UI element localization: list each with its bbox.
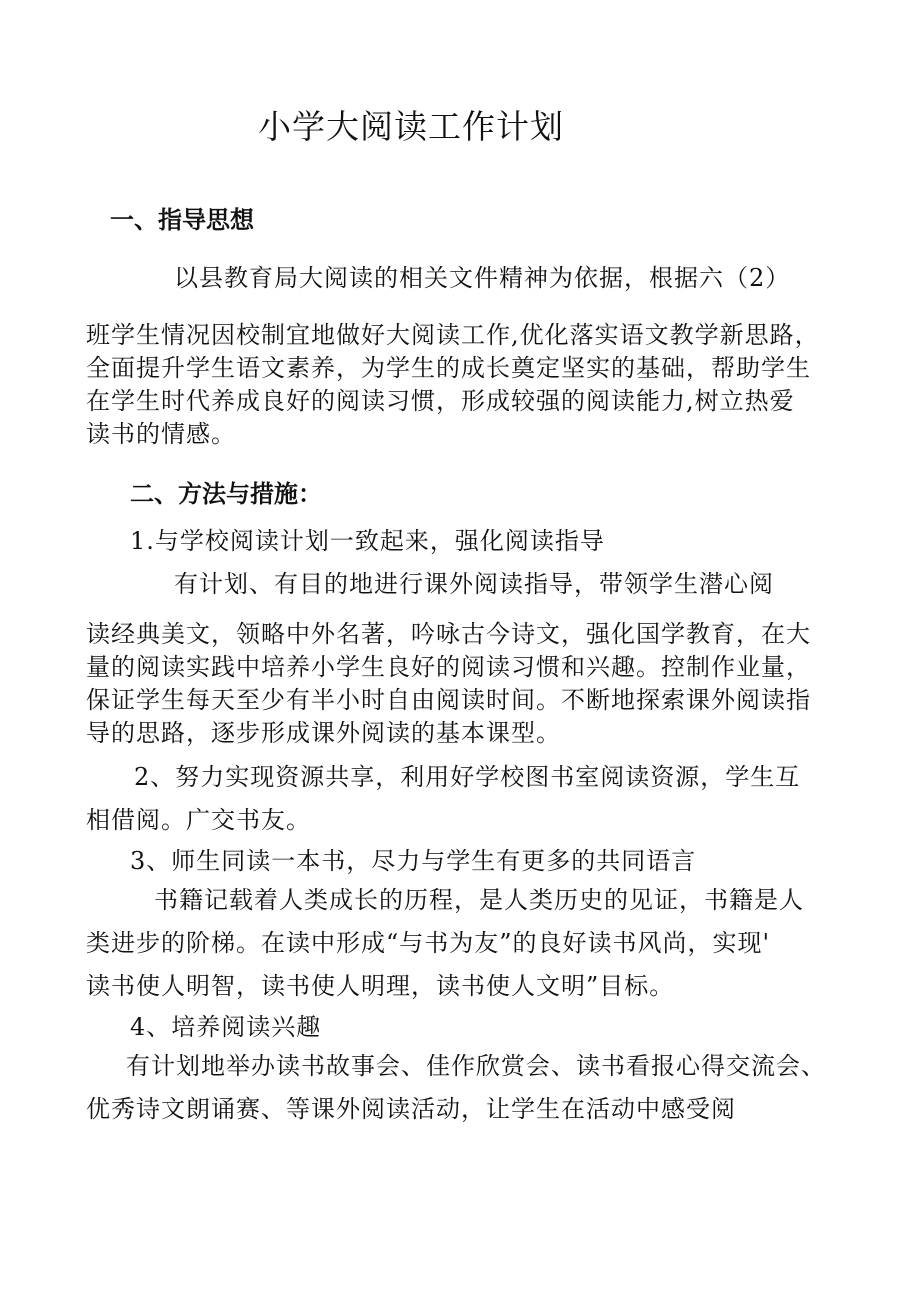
paragraph-line: 班学生情况因校制宜地做好大阅读工作,优化落实语文教学新思路， <box>86 321 820 349</box>
paragraph-line: 在学生时代养成良好的阅读习惯，形成较强的阅读能力,树立热爱 <box>86 387 795 415</box>
paragraph-line: 保证学生每天至少有半小时自由阅读时间。不断地探索课外阅读指 <box>86 686 811 714</box>
paragraph-line: 书籍记载着人类成长的历程，是人类历史的见证，书籍是人 <box>154 886 804 914</box>
paragraph-line: 以县教育局大阅读的相关文件精神为依据，根据六（2） <box>174 264 791 292</box>
paragraph-line: 优秀诗文朗诵赛、等课外阅读活动，让学生在活动中感受阅 <box>86 1095 736 1123</box>
item-heading: 3、师生同读一本书，尽力与学生有更多的共同语言 <box>130 847 697 875</box>
paragraph-line: 相借阅。广交书友。 <box>86 806 311 834</box>
item-heading: 2、努力实现资源共享，利用好学校图书室阅读资源，学生互 <box>134 763 801 791</box>
paragraph-line: 类进步的阶梯。在读中形成“与书为友”的良好读书风尚，实现' <box>86 929 771 957</box>
section-heading-methods: 二、方法与措施： <box>130 480 322 508</box>
paragraph-line: 读经典美文，领略中外名著，吟咏古今诗文，强化国学教育，在大 <box>86 620 811 648</box>
paragraph-line: 全面提升学生语文素养，为学生的成长奠定坚实的基础，帮助学生 <box>86 354 811 382</box>
item-heading: 1.与学校阅读计划一致起来，强化阅读指导 <box>130 527 605 555</box>
paragraph-line: 量的阅读实践中培养小学生良好的阅读习惯和兴趣。控制作业量， <box>86 653 811 681</box>
paragraph-line: 有计划、有目的地进行课外阅读指导，带领学生潜心阅 <box>174 570 774 598</box>
document-title: 小学大阅读工作计划 <box>258 107 564 146</box>
paragraph-line: 读书的情感。 <box>86 420 236 448</box>
paragraph-line: 读书使人明智，读书使人明理，读书使人文明”目标。 <box>86 972 675 1000</box>
item-heading: 4、培养阅读兴趣 <box>130 1013 322 1041</box>
section-heading-guiding-thought: 一、指导思想 <box>110 206 254 234</box>
paragraph-line: 导的思路，逐步形成课外阅读的基本课型。 <box>86 719 561 747</box>
paragraph-line: 有计划地举办读书故事会、佳作欣赏会、读书看报心得交流会、 <box>126 1052 826 1080</box>
